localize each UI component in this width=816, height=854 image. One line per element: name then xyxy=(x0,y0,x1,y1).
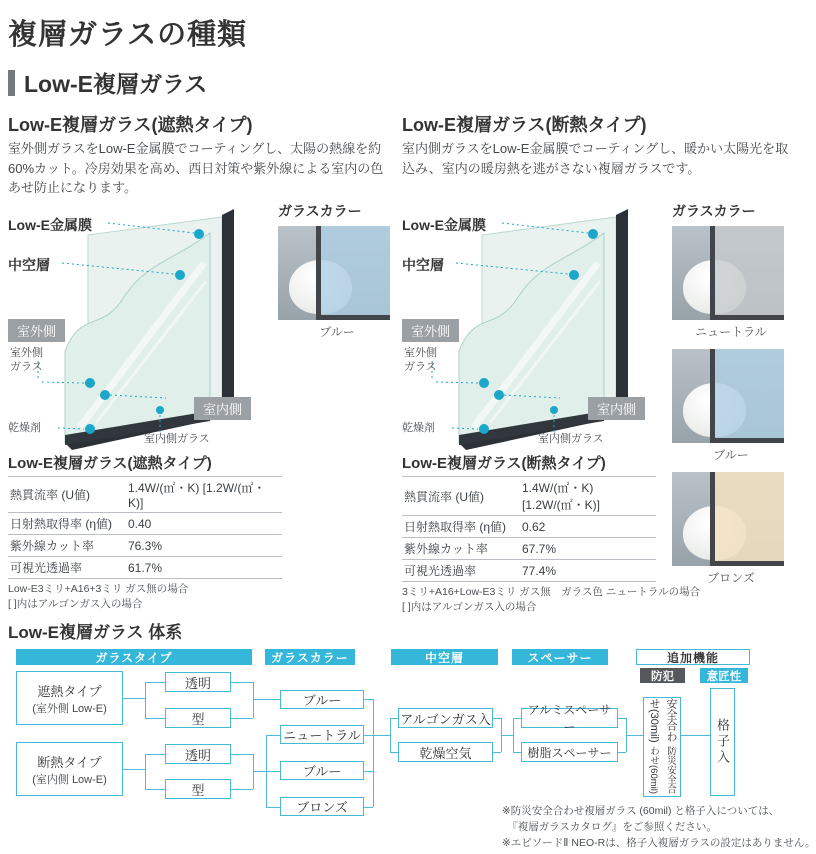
label-indoor-glass: 室内側ガラス xyxy=(144,433,210,445)
column-description: 室外側ガラスをLow-E金属膜でコーティングし、太陽の熱線を約60%カット。冷房効果を高め、西日対策や紫外線による室内の色あせ防止になります。 xyxy=(8,141,384,195)
glass-edge-bar xyxy=(710,349,715,443)
connector-line xyxy=(231,754,253,755)
table-row: 紫外線カット率 76.3% xyxy=(8,535,282,557)
connector-line xyxy=(626,735,643,736)
table-row: 可視光透過率 61.7% xyxy=(8,557,282,579)
node-pattern-glass: 型 xyxy=(165,779,231,799)
label-outdoor-glass: 室外側 ガラス xyxy=(404,347,437,373)
table-row: 可視光透過率 77.4% xyxy=(402,560,656,582)
connector-line xyxy=(253,682,254,718)
connector-line xyxy=(513,752,521,753)
glass-color-label: ブルー xyxy=(713,448,749,462)
connector-line xyxy=(364,807,373,808)
connector-line xyxy=(266,735,281,736)
node-color-blue: ブルー xyxy=(280,761,364,780)
badge-indoor-side: 室内側 xyxy=(588,397,645,420)
node-lattice: 格子入 xyxy=(710,688,735,796)
spec-table xyxy=(8,476,282,579)
connector-line xyxy=(681,735,710,736)
glass-sample-photo xyxy=(672,472,784,566)
connector-line xyxy=(513,718,521,719)
label-desiccant: 乾燥剤 xyxy=(402,422,435,434)
glass-edge-bar xyxy=(710,561,784,566)
connector-line xyxy=(231,682,253,683)
node-color-neutral: ニュートラル xyxy=(280,725,364,744)
connector-line xyxy=(493,752,501,753)
connector-line xyxy=(145,754,146,789)
glass-edge-bar xyxy=(710,226,715,320)
connector-line xyxy=(266,771,281,772)
glass-edge-bar xyxy=(316,226,321,320)
section-title: Low-E複層ガラス xyxy=(24,71,208,97)
node-insulating-type: 断熱タイプ (室内側 Low-E) xyxy=(16,742,123,796)
label-air-layer: 中空層 xyxy=(8,257,50,273)
connector-line xyxy=(364,699,373,700)
label-desiccant: 乾燥剤 xyxy=(8,422,41,434)
column-description: 室内側ガラスをLow-E金属膜でコーティングし、暖かい太陽光を取込み、室内の暖房熱を逃がさない複層ガラスです。 xyxy=(402,141,789,176)
connector-line xyxy=(145,718,165,719)
connector-line xyxy=(123,698,145,699)
connector-line xyxy=(390,752,398,753)
glass-tint-overlay xyxy=(710,472,784,566)
glass-tint-overlay xyxy=(710,226,784,320)
glass-color-label: ブルー xyxy=(319,325,355,339)
header-glass-color: ガラスカラー xyxy=(265,649,355,665)
connector-line xyxy=(390,718,398,719)
label-outdoor-glass: 室外側 ガラス xyxy=(10,347,43,373)
table-row: 日射熱取得率 (η値) 0.40 xyxy=(8,513,282,535)
connector-line xyxy=(364,735,373,736)
connector-line xyxy=(231,789,253,790)
connector-line xyxy=(364,771,373,772)
glass-sample-photo xyxy=(672,226,784,320)
spec-table-title: Low-E複層ガラス(断熱タイプ) xyxy=(402,455,606,472)
connector-line xyxy=(513,718,514,752)
node-safety-laminated: 安全合わせ(30mil) 防災安全合わせ(60mil) xyxy=(643,697,681,797)
connector-line xyxy=(145,682,146,718)
connector-line xyxy=(123,769,145,770)
label-lowe-film: Low-E金属膜 xyxy=(8,217,92,233)
connector-line xyxy=(618,752,626,753)
node-color-blue: ブルー xyxy=(280,690,364,709)
table-row: 紫外線カット率 67.7% xyxy=(402,538,656,560)
connector-line xyxy=(253,754,254,789)
connector-line xyxy=(253,699,280,700)
node-pattern-glass: 型 xyxy=(165,708,231,728)
flowchart-footnotes: ※防災安全合わせ複層ガラス (60mil) と格子入については、 『複層ガラスカタログ』をご参照ください。 ※エピソードⅡ NEO-Rは、格子入複層ガラスの設定はありません。 xyxy=(502,805,816,849)
two-column-area xyxy=(8,111,790,615)
node-clear-glass: 透明 xyxy=(165,672,231,692)
column-title: Low-E複層ガラス(断熱タイプ) xyxy=(402,115,647,135)
header-extra-functions: 追加機能 xyxy=(636,649,750,665)
glass-structure-figure xyxy=(8,201,396,449)
badge-security: 防犯 xyxy=(640,668,685,683)
glass-edge-bar xyxy=(710,315,784,320)
connector-line xyxy=(373,699,374,807)
table-row: 日射熱取得率 (η値) 0.62 xyxy=(402,516,656,538)
connector-line xyxy=(501,735,513,736)
node-dry-air: 乾燥空気 xyxy=(398,742,493,762)
connector-line xyxy=(145,754,165,755)
glass-color-panel xyxy=(672,201,790,595)
glass-sample-photo xyxy=(278,226,390,320)
node-color-bronze: ブロンズ xyxy=(280,797,364,816)
glass-sample-photo xyxy=(672,349,784,443)
connector-line xyxy=(231,718,253,719)
table-row: 熱貫流率 (U値) 1.4W/(㎡・K) [1.2W/(㎡・K)] xyxy=(8,477,282,513)
section-accent-bar xyxy=(8,70,15,96)
section-header xyxy=(8,66,790,99)
glass-edge-bar xyxy=(316,315,390,320)
label-indoor-glass: 室内側ガラス xyxy=(538,433,604,445)
header-glass-type: ガラスタイプ xyxy=(16,649,252,665)
node-aluminum-spacer: アルミスペーサー xyxy=(521,708,618,728)
glass-color-sample xyxy=(672,472,790,586)
glass-color-title: ガラスカラー xyxy=(278,203,362,219)
connector-line xyxy=(253,771,266,772)
column-title: Low-E複層ガラス(遮熱タイプ) xyxy=(8,115,253,135)
column-shading-type xyxy=(8,111,396,615)
connector-line xyxy=(618,718,626,719)
badge-design: 意匠性 xyxy=(700,668,748,683)
connector-line xyxy=(266,735,267,807)
glass-color-sample xyxy=(672,226,790,340)
connector-line xyxy=(493,718,501,719)
label-lowe-film: Low-E金属膜 xyxy=(402,217,486,233)
spec-table-title: Low-E複層ガラス(遮熱タイプ) xyxy=(8,455,212,472)
badge-outdoor-side: 室外側 xyxy=(8,319,65,342)
connector-line xyxy=(145,682,165,683)
connector-line xyxy=(626,718,627,752)
connector-line xyxy=(373,735,390,736)
glass-color-title: ガラスカラー xyxy=(672,203,756,219)
glass-tint-overlay xyxy=(710,349,784,443)
header-air-layer: 中空層 xyxy=(391,649,498,665)
connector-line xyxy=(390,718,391,752)
connector-line xyxy=(145,789,165,790)
badge-indoor-side: 室内側 xyxy=(194,397,251,420)
connector-line xyxy=(266,807,281,808)
node-clear-glass: 透明 xyxy=(165,744,231,764)
node-resin-spacer: 樹脂スペーサー xyxy=(521,742,618,762)
glass-color-sample xyxy=(672,349,790,463)
glass-edge-bar xyxy=(710,438,784,443)
system-title: Low-E複層ガラス 体系 xyxy=(8,623,183,643)
system-section xyxy=(8,618,816,854)
table-row: 熱貫流率 (U値) 1.4W/(㎡・K) [1.2W/(㎡・K)] xyxy=(402,477,656,516)
table-notes: Low-E3ミリ+A16+3ミリ ガス無の場合 [ ]内はアルゴンガス入の場合 xyxy=(8,583,189,611)
glass-tint-overlay xyxy=(316,226,390,320)
glass-edge-bar xyxy=(710,472,715,566)
glass-color-sample xyxy=(278,226,396,340)
page-title: 複層ガラスの種類 xyxy=(8,19,248,51)
column-insulating-type xyxy=(402,111,790,615)
table-notes: 3ミリ+A16+Low-E3ミリ ガス無 ガラス色 ニュートラルの場合 [ ]内はアルゴンガス入の場合 xyxy=(402,586,701,614)
glass-color-label: ブロンズ xyxy=(707,571,755,585)
glass-color-label: ニュートラル xyxy=(695,325,767,339)
spec-table xyxy=(402,476,656,582)
node-shielding-type: 遮熱タイプ (室外側 Low-E) xyxy=(16,671,123,725)
system-flowchart xyxy=(8,647,816,854)
label-air-layer: 中空層 xyxy=(402,257,444,273)
connector-line xyxy=(501,718,502,752)
badge-outdoor-side: 室外側 xyxy=(402,319,459,342)
header-spacer: スペーサー xyxy=(512,649,608,665)
node-argon-gas: アルゴンガス入 xyxy=(398,708,493,728)
glass-color-panel xyxy=(278,201,396,349)
